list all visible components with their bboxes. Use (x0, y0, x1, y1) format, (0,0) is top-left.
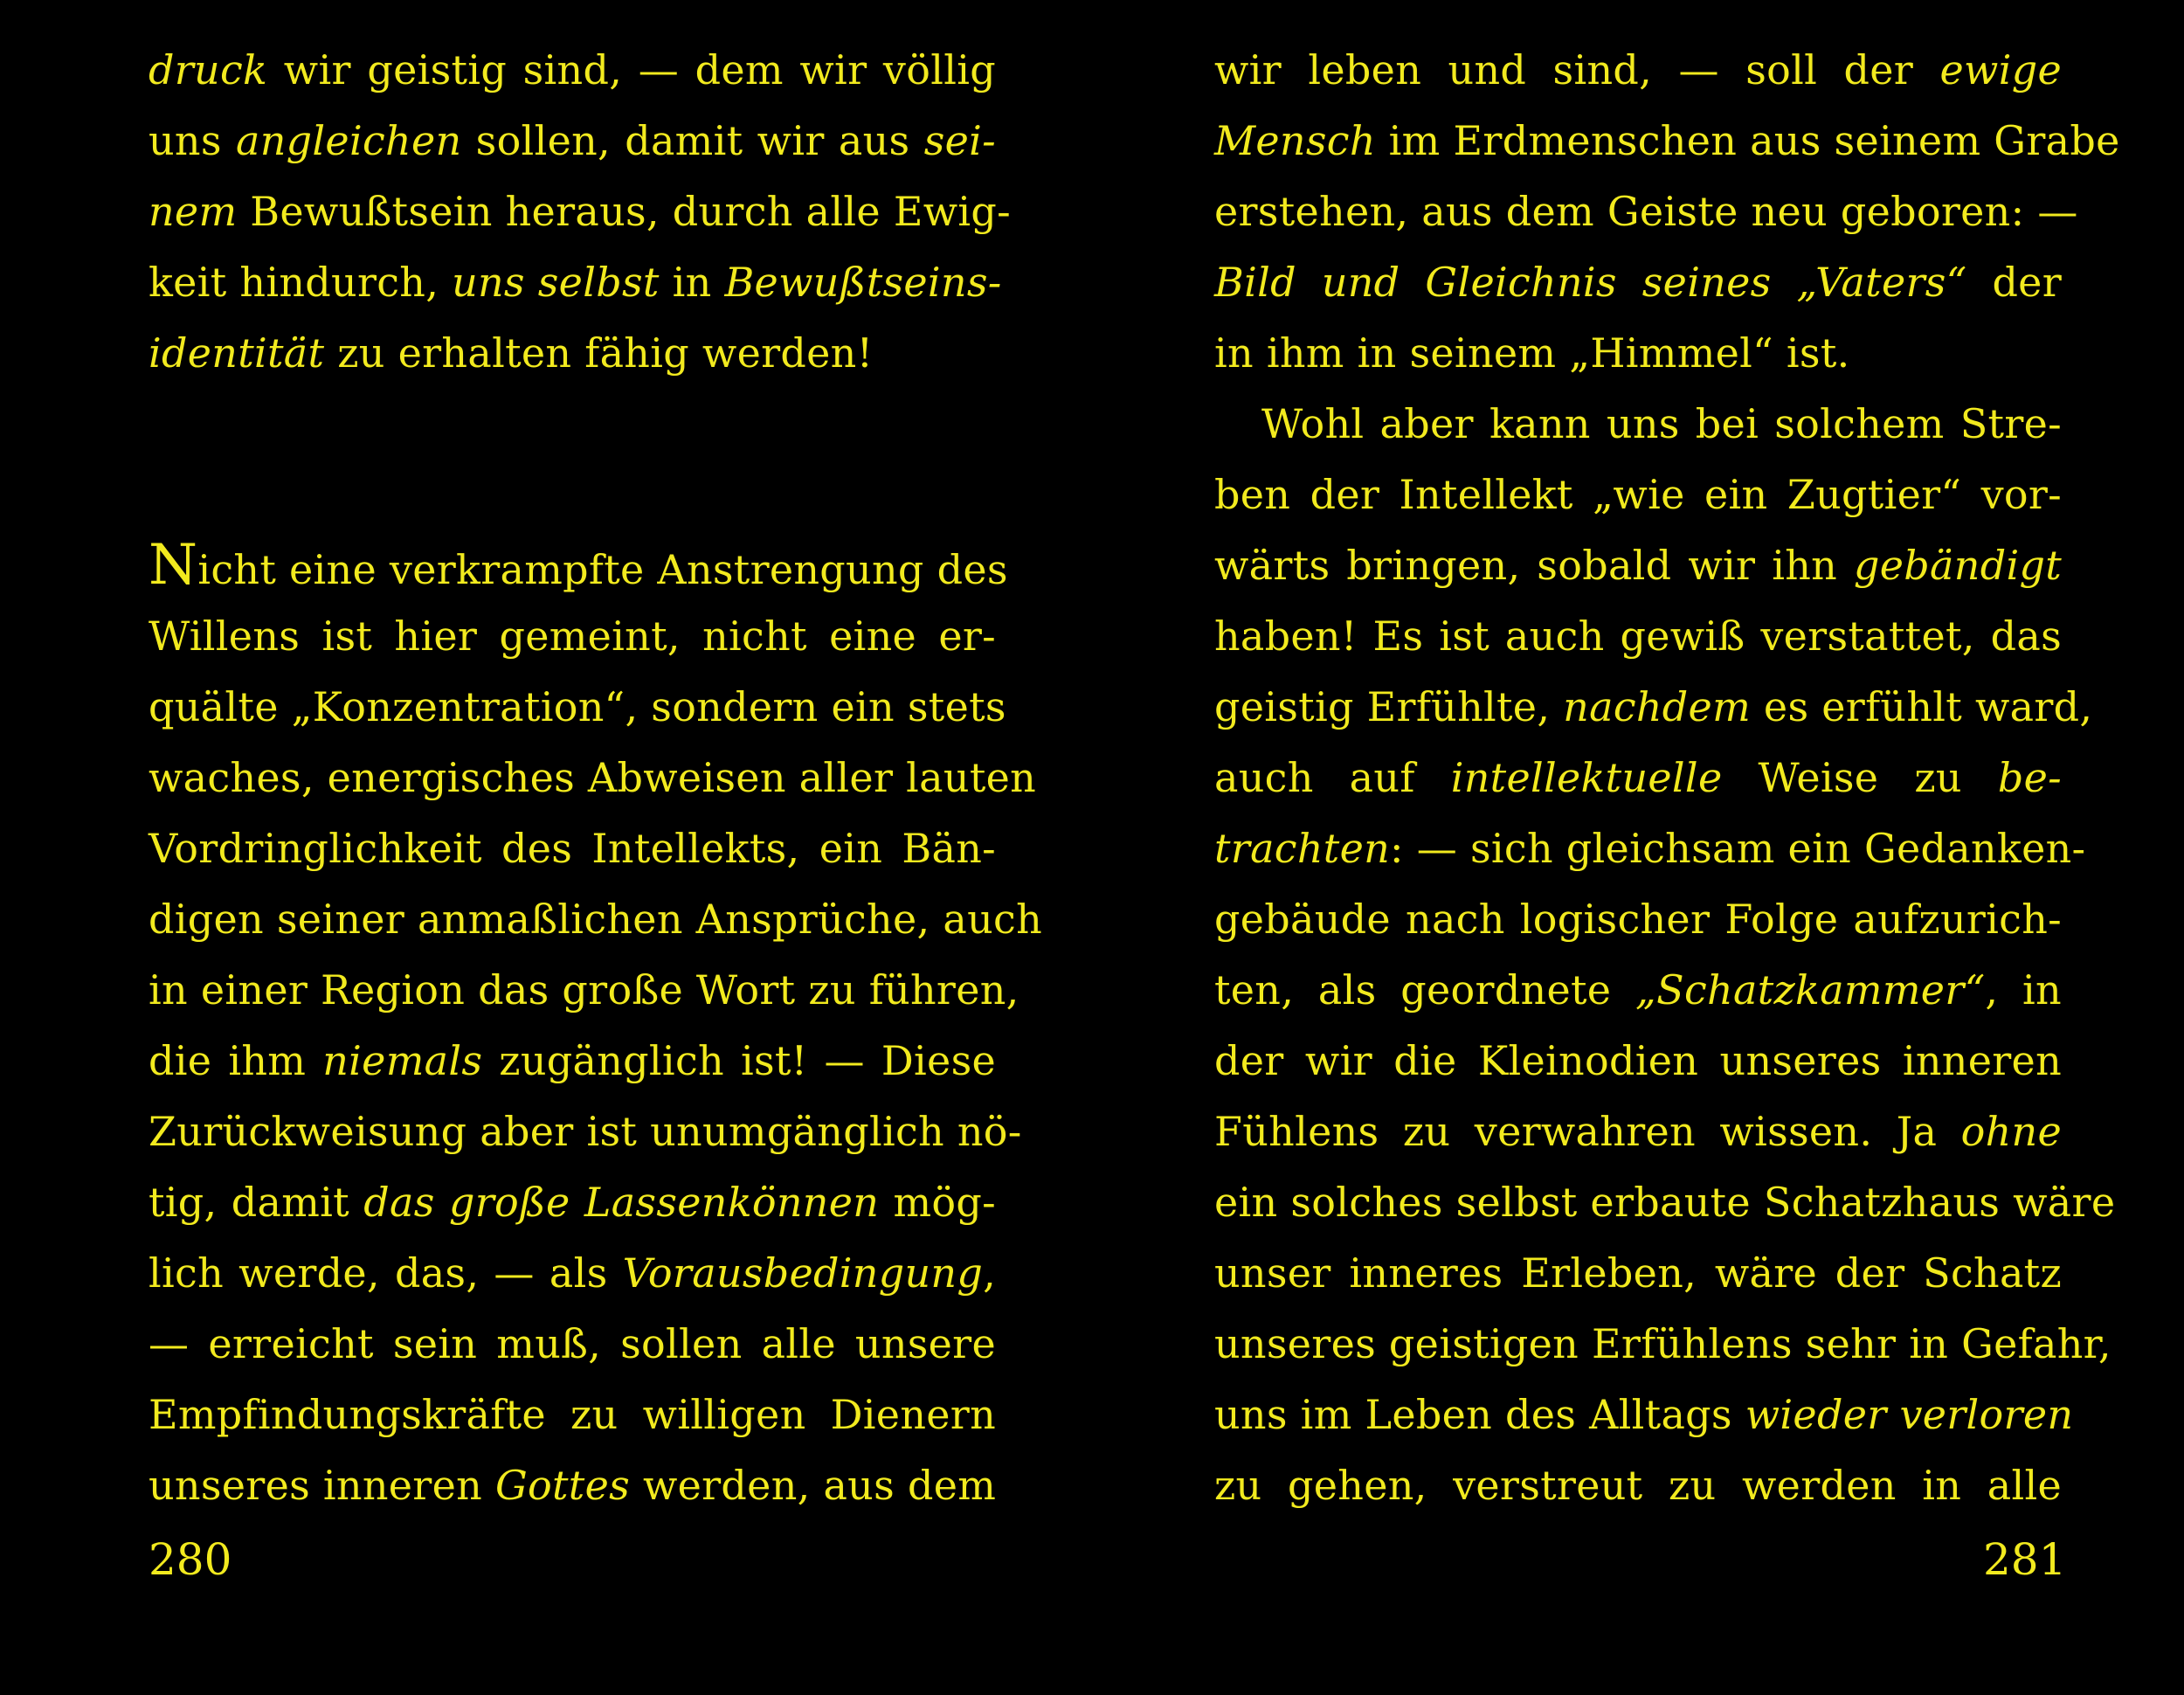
text-segment: zu gehen, verstreut zu werden in alle (1214, 1462, 2062, 1509)
text-line (1214, 1309, 2111, 1380)
text-segment: Wohl aber kann uns bei solchem Stre- (1261, 400, 2062, 447)
right-page (1214, 35, 2120, 1521)
text-segment: zugänglich ist! — Diese (482, 1037, 996, 1084)
text-segment: Vordringlichkeit des Intellekts, ein Bän- (149, 825, 996, 872)
text-segment: uns im Leben des Alltags (1214, 1391, 1745, 1438)
text-line (1214, 1097, 2062, 1167)
emphasis-text: Vorausbedingung (622, 1249, 984, 1297)
emphasis-text: ewige (1939, 46, 2062, 93)
text-segment: unseres geistigen Erfühlens sehr in Gefahr, (1214, 1320, 2111, 1367)
text-segment: Weise zu (1722, 754, 1998, 801)
text-line (1214, 955, 2062, 1026)
text-segment: mög- (879, 1179, 996, 1226)
text-line (149, 1380, 996, 1450)
text-segment: Empfindungskräfte zu willigen Dienern (149, 1391, 996, 1438)
left-paragraph-1 (149, 35, 1011, 389)
text-line (149, 955, 1019, 1026)
text-segment: Bewußtsein heraus, durch alle Ewig- (237, 188, 1011, 235)
text-line (149, 1238, 996, 1309)
text-segment: ein solches selbst erbaute Schatzhaus wäre (1214, 1179, 2116, 1226)
page-number-right: 281 (1983, 1534, 2067, 1585)
emphasis-text: ohne (1960, 1108, 2062, 1155)
text-segment: uns (149, 117, 237, 164)
text-line (149, 1450, 996, 1521)
text-line (149, 672, 1006, 743)
text-segment: geistig Erfühlte, (1214, 683, 1564, 730)
text-line (1214, 813, 2086, 884)
emphasis-text: angleichen (236, 117, 462, 164)
emphasis-text: Gottes (494, 1462, 631, 1509)
text-segment: wir geistig sind, — dem wir völlig (267, 46, 996, 93)
text-line (149, 1097, 1022, 1167)
left-paragraph-2 (149, 530, 1042, 1521)
text-segment: unseres inneren (149, 1462, 495, 1509)
emphasis-text: Bild und Gleichnis seines „Vaters“ (1214, 259, 1967, 306)
text-segment: es erfühlt ward, (1751, 683, 2093, 730)
text-segment: waches, energisches Abweisen aller lauten (149, 754, 1037, 801)
text-segment: gebäude nach logischer Folge aufzurich- (1214, 896, 2062, 943)
emphasis-text: sei- (923, 117, 996, 164)
text-segment: keit hindurch, (149, 259, 453, 306)
emphasis-text: nem (149, 188, 238, 235)
left-page (149, 35, 1042, 1521)
emphasis-text: Bewußtseins- (724, 259, 1002, 306)
text-segment: ben der Intellekt „wie ein Zugtier“ vor- (1214, 471, 2062, 518)
text-segment: in einer Region das große Wort zu führen, (149, 966, 1019, 1014)
text-segment: tig, damit (149, 1179, 364, 1226)
text-line (1214, 1380, 2074, 1450)
page-number-left: 280 (149, 1534, 232, 1585)
text-line (149, 1026, 996, 1097)
text-segment: in ihm in seinem „Himmel“ ist. (1214, 329, 1850, 377)
section-gap (149, 389, 996, 530)
emphasis-text: be- (1997, 754, 2062, 801)
text-line (1214, 884, 2062, 955)
text-line (149, 884, 1042, 955)
text-segment: der (1966, 259, 2062, 306)
text-line (1214, 743, 2062, 813)
text-segment: sollen, damit wir aus (461, 117, 924, 164)
text-line (149, 813, 996, 884)
text-segment: , in (1985, 966, 2062, 1014)
text-line (149, 176, 1011, 247)
text-segment: ten, als geordnete (1214, 966, 1636, 1014)
text-segment: Fühlens zu verwahren wissen. Ja (1214, 1108, 1961, 1155)
text-line (1214, 35, 2062, 106)
text-line (149, 1167, 996, 1238)
text-segment: , (983, 1249, 996, 1297)
text-line (1214, 601, 2062, 672)
text-segment: Willens ist hier gemeint, nicht eine er- (149, 612, 996, 660)
text-line (1214, 1450, 2062, 1521)
right-paragraph-1 (1214, 35, 2120, 389)
text-segment: : — sich gleichsam ein Gedanken- (1390, 825, 2086, 872)
text-line (1214, 530, 2062, 601)
text-segment: die ihm (149, 1037, 323, 1084)
text-line (149, 106, 996, 176)
text-segment: quälte „Konzentration“, sondern ein stets (149, 683, 1006, 730)
text-line (149, 1309, 996, 1380)
text-segment: wärts bringen, sobald wir ihn (1214, 542, 1855, 589)
text-segment: erstehen, aus dem Geiste neu geboren: — (1214, 188, 2078, 235)
text-line (1214, 247, 2062, 318)
text-line (1214, 1238, 2062, 1309)
drop-cap: N (149, 533, 198, 598)
text-segment: wir leben und sind, — soll der (1214, 46, 1940, 93)
emphasis-text: das große Lassenkönnen (363, 1179, 880, 1226)
text-segment: der wir die Kleinodien unseres inneren (1214, 1037, 2062, 1084)
emphasis-text: trachten (1214, 825, 1391, 872)
text-segment: Zurückweisung aber ist unumgänglich nö- (149, 1108, 1022, 1155)
text-segment: im Erdmenschen aus seinem Grabe (1375, 117, 2120, 164)
text-line (1214, 318, 2062, 389)
emphasis-text: Mensch (1214, 117, 1376, 164)
text-line (1214, 460, 2062, 530)
text-line (149, 530, 1008, 601)
text-line (149, 35, 996, 106)
text-segment: auch auf (1214, 754, 1451, 801)
text-line (1214, 106, 2120, 176)
text-segment: — erreicht sein muß, sollen alle unsere (149, 1320, 996, 1367)
text-segment: in (659, 259, 725, 306)
text-line (1214, 389, 2062, 460)
emphasis-text: identität (149, 329, 325, 377)
text-segment: unser inneres Erleben, wäre der Schatz (1214, 1249, 2062, 1297)
text-segment: digen seiner anmaßlichen Ansprüche, auch (149, 896, 1042, 943)
text-segment: lich werde, das, — als (149, 1249, 623, 1297)
text-segment: icht eine verkrampfte Anstrengung des (197, 546, 1008, 593)
text-line (149, 247, 1002, 318)
text-line (1214, 176, 2078, 247)
emphasis-text: „Schatzkammer“ (1635, 966, 1986, 1014)
emphasis-text: nachdem (1563, 683, 1751, 730)
emphasis-text: uns selbst (452, 259, 660, 306)
emphasis-text: wieder verloren (1745, 1391, 2074, 1438)
text-line (1214, 1167, 2116, 1238)
emphasis-text: gebändigt (1854, 542, 2062, 589)
right-paragraph-2 (1214, 389, 2116, 1521)
emphasis-text: intellektuelle (1450, 754, 1723, 801)
line-rest (197, 546, 1007, 593)
text-line (1214, 672, 2093, 743)
text-segment: zu erhalten fähig werden! (324, 329, 874, 377)
emphasis-text: niemals (322, 1037, 483, 1084)
text-line (149, 318, 996, 389)
text-line (149, 743, 1037, 813)
text-segment: haben! Es ist auch gewiß verstattet, das (1214, 612, 2062, 660)
emphasis-text: druck (149, 46, 268, 93)
text-segment: werden, aus dem (630, 1462, 997, 1509)
text-line (149, 601, 996, 672)
text-line (1214, 1026, 2062, 1097)
